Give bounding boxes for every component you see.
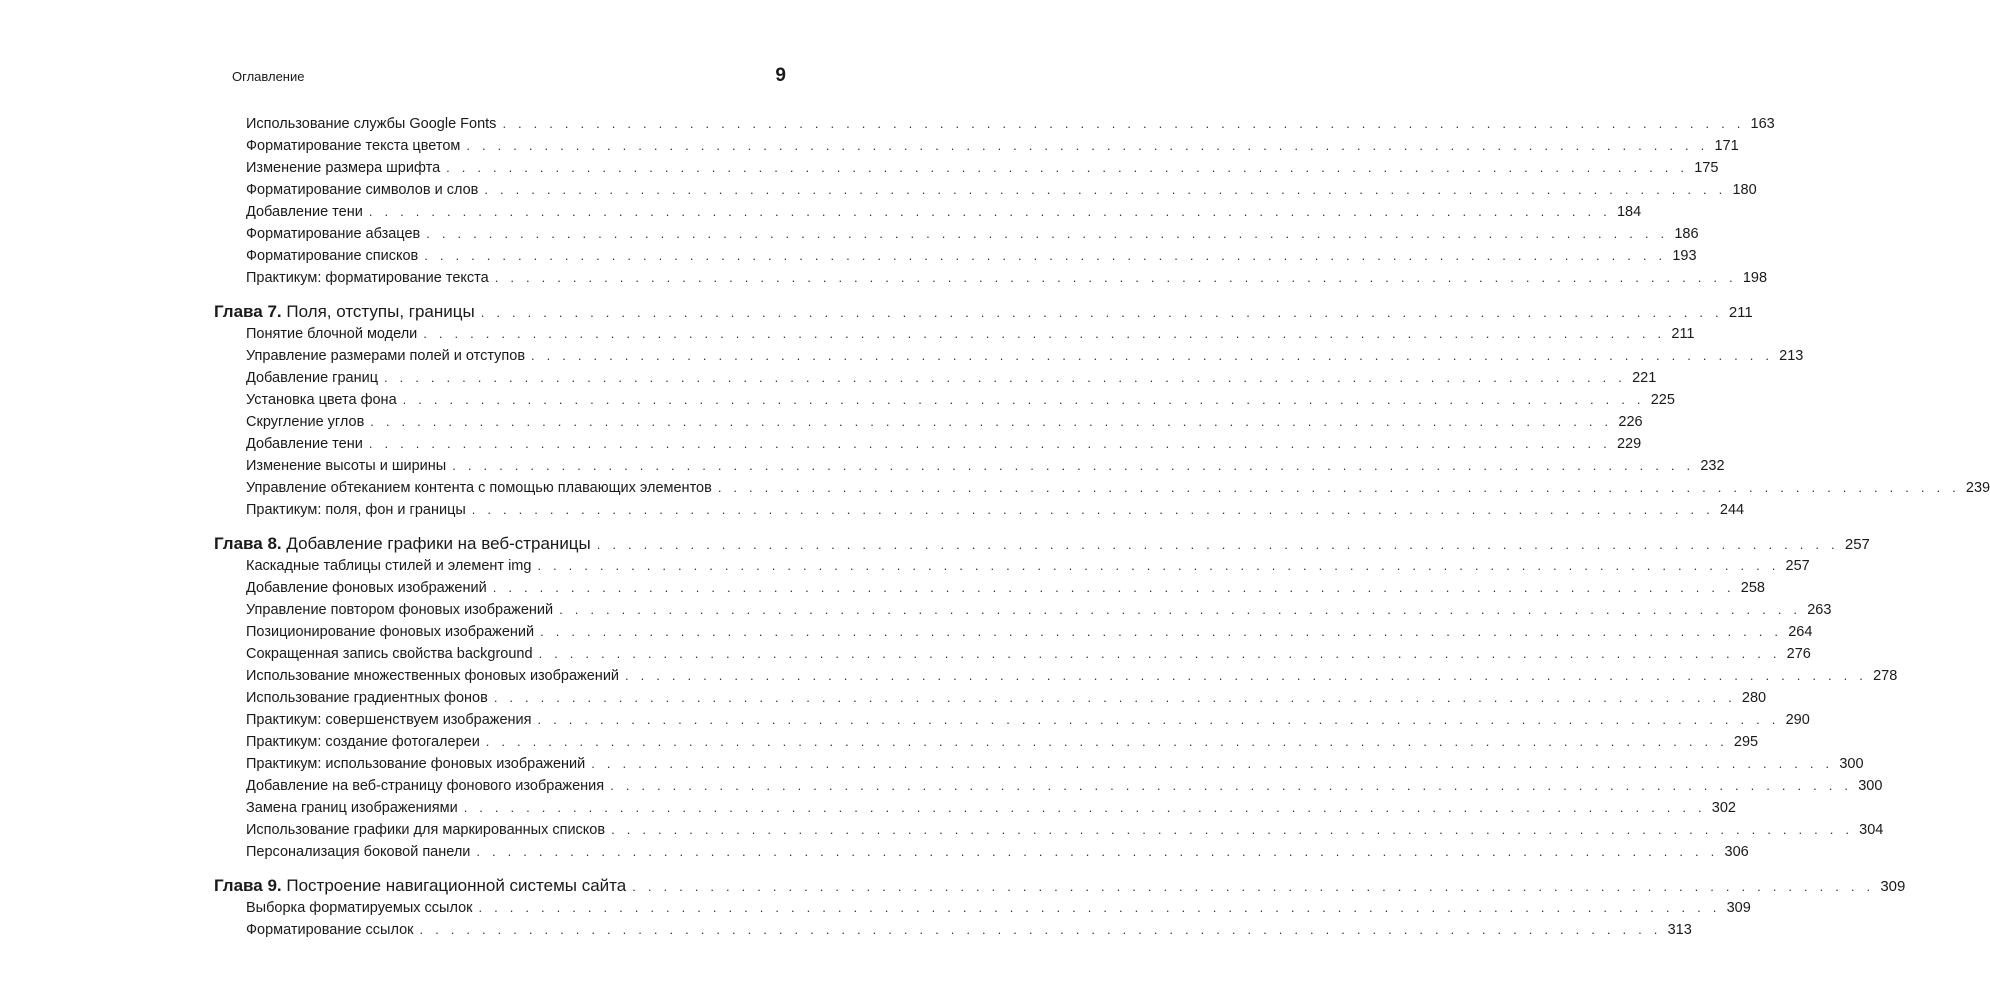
entry-title-text: Замена границ изображениями xyxy=(246,800,458,816)
toc-entry xyxy=(246,113,1775,135)
toc-entry xyxy=(246,621,1813,643)
toc-entry-page: 221 xyxy=(1632,370,1657,386)
entry-title-text: Понятие блочной модели xyxy=(246,326,418,342)
dot-leader: . . . . . . . . . . . . . . . . . . . . . . . . . . . . . . . . . . . . . . . . . . . . . . . . . . . . . . . . . . . . . . . . . . . . . . . . . . . . . . . . xyxy=(463,800,1706,815)
entry-title-text: Выборка форматируемых ссылок xyxy=(246,900,473,916)
toc-entry-page: 306 xyxy=(1724,844,1749,860)
entry-title-text: Практикум: форматирование текста xyxy=(246,270,489,286)
toc-entry-page: 309 xyxy=(1726,900,1751,916)
toc-entry-title xyxy=(246,245,418,267)
toc-entry-page: 300 xyxy=(1858,778,1883,794)
entry-title-text: Построение навигационной системы сайта xyxy=(286,876,627,895)
toc-entry-title xyxy=(246,897,472,919)
toc-entry xyxy=(246,267,1768,289)
entry-title-text: Управление обтеканием контента с помощью плавающих элементов xyxy=(246,480,712,496)
dot-leader: . . . . . . . . . . . . . . . . . . . . . . . . . . . . . . . . . . . . . . . . . . . . . . . . . . . . . . . . . . . . . . . . . . . . . . . . . . . . . . . . xyxy=(493,690,1736,705)
toc-entry xyxy=(246,245,1697,267)
toc-chapter xyxy=(214,301,1753,323)
toc-entry-title xyxy=(246,201,363,223)
dot-leader: . . . . . . . . . . . . . . . . . . . . . . . . . . . . . . . . . . . . . . . . . . . . . . . . . . . . . . . . . . . . . . . . . . . . . . . . . . . . . . . . xyxy=(485,734,1728,749)
toc-entry-title xyxy=(246,643,533,665)
entry-title-text: Использование графики для маркированных списков xyxy=(246,822,606,838)
toc-entry xyxy=(246,201,1642,223)
toc-entry xyxy=(246,455,1725,477)
entry-title-text: Добавление фоновых изображений xyxy=(246,580,487,596)
dot-leader: . . . . . . . . . . . . . . . . . . . . . . . . . . . . . . . . . . . . . . . . . . . . . . . . . . . . . . . . . . . . . . . . . . . . . . . . . . . . . . . . xyxy=(537,558,1780,573)
toc-chapter xyxy=(214,875,1906,897)
toc-entry-page: 263 xyxy=(1807,602,1832,618)
toc-entry xyxy=(246,157,1719,179)
toc-entry-title xyxy=(246,753,585,775)
entry-title-text: Форматирование списков xyxy=(246,248,419,264)
toc-entry xyxy=(246,643,1811,665)
toc-entry-page: 211 xyxy=(1671,326,1695,342)
toc-entry xyxy=(246,775,1883,797)
page-number: 9 xyxy=(775,65,786,86)
toc-entry xyxy=(246,919,1692,941)
dot-leader: . . . . . . . . . . . . . . . . . . . . . . . . . . . . . . . . . . . . . . . . . . . . . . . . . . . . . . . . . . . . . . . . . . . . . . . . . . . . . . . . xyxy=(466,138,1709,153)
dot-leader: . . . . . . . . . . . . . . . . . . . . . . . . . . . . . . . . . . . . . . . . . . . . . . . . . . . . . . . . . . . . . . . . . . . . . . . . . . . . . . . . xyxy=(492,580,1735,595)
entry-title-text: Форматирование текста цветом xyxy=(246,138,461,154)
entry-title-text: Позиционирование фоновых изображений xyxy=(246,624,535,640)
dot-leader: . . . . . . . . . . . . . . . . . . . . . . . . . . . . . . . . . . . . . . . . . . . . . . . . . . . . . . . . . . . . . . . . . . . . . . . . . . . . . . . . xyxy=(423,326,1666,341)
toc-entry-title xyxy=(246,841,470,863)
toc-entry-page: 258 xyxy=(1740,580,1765,596)
toc-entry-page: 184 xyxy=(1616,204,1642,220)
toc-entry xyxy=(246,731,1759,753)
toc-entry-title xyxy=(246,819,605,841)
toc-entry-title xyxy=(246,267,489,289)
entry-title-text: Использование градиентных фонов xyxy=(246,690,488,706)
entry-title-text: Изменение высоты и ширины xyxy=(246,458,447,474)
dot-leader: . . . . . . . . . . . . . . . . . . . . . . . . . . . . . . . . . . . . . . . . . . . . . . . . . . . . . . . . . . . . . . . . . . . . . . . . . . . . . . . . xyxy=(368,204,1611,219)
toc-entry xyxy=(246,599,1832,621)
dot-leader: . . . . . . . . . . . . . . . . . . . . . . . . . . . . . . . . . . . . . . . . . . . . . . . . . . . . . . . . . . . . . . . . . . . . . . . . . . . . . . . . xyxy=(494,270,1737,285)
toc-entry xyxy=(246,135,1739,157)
toc-entry xyxy=(246,753,1864,775)
toc-entry-page: 198 xyxy=(1742,270,1768,286)
toc-entry-page: 186 xyxy=(1674,226,1699,242)
toc-entry xyxy=(246,345,1804,367)
toc-entry-title xyxy=(246,665,619,687)
toc-entry-title xyxy=(246,687,488,709)
toc-entry xyxy=(246,709,1810,731)
toc-entry xyxy=(246,797,1736,819)
entry-title-text: Каскадные таблицы стилей и элемент img xyxy=(246,558,532,574)
dot-leader: . . . . . . . . . . . . . . . . . . . . . . . . . . . . . . . . . . . . . . . . . . . . . . . . . . . . . . . . . . . . . . . . . . . . . . . . . . . . . . . . xyxy=(480,305,1723,320)
toc-entry xyxy=(246,577,1765,599)
entry-title-text: Сокращенная запись свойства background xyxy=(246,646,533,662)
dot-leader: . . . . . . . . . . . . . . . . . . . . . . . . . . . . . . . . . . . . . . . . . . . . . . . . . . . . . . . . . . . . . . . . . . . . . . . . . . . . . . . . xyxy=(471,502,1714,517)
toc-entry-title xyxy=(246,223,420,245)
toc-entry xyxy=(246,323,1695,345)
toc-entry-page: 300 xyxy=(1839,756,1864,772)
entry-title-text: Использование службы Google Fonts xyxy=(246,116,497,132)
chapter-number: Глава 7. xyxy=(214,302,282,321)
dot-leader: . . . . . . . . . . . . . . . . . . . . . . . . . . . . . . . . . . . . . . . . . . . . . . . . . . . . . . . . . . . . . . . . . . . . . . . . . . . . . . . . xyxy=(502,116,1745,131)
entry-title-text: Установка цвета фона xyxy=(246,392,397,408)
toc-entry-title xyxy=(214,875,626,897)
toc-entry-page: 276 xyxy=(1786,646,1811,662)
dot-leader: . . . . . . . . . . . . . . . . . . . . . . . . . . . . . . . . . . . . . . . . . . . . . . . . . . . . . . . . . . . . . . . . . . . . . . . . . . . . . . . . xyxy=(424,248,1667,263)
toc-entry xyxy=(246,555,1810,577)
dot-leader: . . . . . . . . . . . . . . . . . . . . . . . . . . . . . . . . . . . . . . . . . . . . . . . . . . . . . . . . . . . . . . . . . . . . . . . . . . . . . . . . xyxy=(559,602,1802,617)
toc-entry-page: 309 xyxy=(1880,878,1906,895)
toc-entry-title xyxy=(246,577,487,599)
toc-entry-title xyxy=(246,919,414,941)
chapter-number: Глава 8. xyxy=(214,534,282,553)
entry-title-text: Скругление углов xyxy=(246,414,365,430)
toc-entry xyxy=(246,477,1990,499)
chapter-number: Глава 9. xyxy=(214,876,282,895)
dot-leader: . . . . . . . . . . . . . . . . . . . . . . . . . . . . . . . . . . . . . . . . . . . . . . . . . . . . . . . . . . . . . . . . . . . . . . . . . . . . . . . . xyxy=(538,646,1781,661)
toc-entry-title xyxy=(246,157,440,179)
toc-entry xyxy=(246,389,1675,411)
dot-leader: . . . . . . . . . . . . . . . . . . . . . . . . . . . . . . . . . . . . . . . . . . . . . . . . . . . . . . . . . . . . . . . . . . . . . . . . . . . . . . . . xyxy=(596,537,1839,552)
toc-entry-title xyxy=(214,533,591,555)
entry-title-text: Изменение размера шрифта xyxy=(246,160,441,176)
dot-leader: . . . . . . . . . . . . . . . . . . . . . . . . . . . . . . . . . . . . . . . . . . . . . . . . . . . . . . . . . . . . . . . . . . . . . . . . . . . . . . . . xyxy=(611,822,1854,837)
toc-entry-title xyxy=(214,301,475,323)
toc-entry-page: 232 xyxy=(1700,458,1725,474)
toc-entry xyxy=(246,367,1657,389)
entry-title-text: Практикум: поля, фон и границы xyxy=(246,502,466,518)
dot-leader: . . . . . . . . . . . . . . . . . . . . . . . . . . . . . . . . . . . . . . . . . . . . . . . . . . . . . . . . . . . . . . . . . . . . . . . . . . . . . . . . xyxy=(446,160,1689,175)
toc-entry-title xyxy=(246,499,466,521)
toc-entry-title xyxy=(246,599,553,621)
toc-entry xyxy=(246,687,1767,709)
toc-entry-title xyxy=(246,135,460,157)
toc-entry-page: 163 xyxy=(1750,116,1775,132)
entry-title-text: Практикум: совершенствуем изображения xyxy=(246,712,532,728)
dot-leader: . . . . . . . . . . . . . . . . . . . . . . . . . . . . . . . . . . . . . . . . . . . . . . . . . . . . . . . . . . . . . . . . . . . . . . . . . . . . . . . . xyxy=(368,436,1611,451)
toc-entry-page: 213 xyxy=(1779,348,1804,364)
toc-entry-page: 304 xyxy=(1859,822,1884,838)
toc-entry-title xyxy=(246,345,525,367)
entry-title-text: Форматирование символов и слов xyxy=(246,182,479,198)
entry-title-text: Форматирование ссылок xyxy=(246,922,414,938)
toc-entry-page: 171 xyxy=(1714,138,1739,154)
toc-entry-page: 193 xyxy=(1672,248,1697,264)
toc-entry-page: 302 xyxy=(1711,800,1736,816)
toc-entry-page: 257 xyxy=(1785,558,1810,574)
entry-title-text: Персонализация боковой панели xyxy=(246,844,471,860)
dot-leader: . . . . . . . . . . . . . . . . . . . . . . . . . . . . . . . . . . . . . . . . . . . . . . . . . . . . . . . . . . . . . . . . . . . . . . . . . . . . . . . . xyxy=(484,182,1727,197)
toc-entry-page: 244 xyxy=(1719,502,1745,518)
toc-entry xyxy=(246,411,1643,433)
dot-leader: . . . . . . . . . . . . . . . . . . . . . . . . . . . . . . . . . . . . . . . . . . . . . . . . . . . . . . . . . . . . . . . . . . . . . . . . . . . . . . . . xyxy=(625,668,1868,683)
entry-title-text: Добавление графики на веб-страницы xyxy=(286,534,591,553)
toc-entry-title xyxy=(246,367,378,389)
toc-entry-page: 257 xyxy=(1844,536,1870,553)
toc-entry-page: 225 xyxy=(1650,392,1675,408)
toc-entry xyxy=(246,223,1699,245)
toc-chapter xyxy=(214,533,1870,555)
dot-leader: . . . . . . . . . . . . . . . . . . . . . . . . . . . . . . . . . . . . . . . . . . . . . . . . . . . . . . . . . . . . . . . . . . . . . . . . . . . . . . . . xyxy=(610,778,1853,793)
toc-entry-page: 226 xyxy=(1618,414,1643,430)
entry-title-text: Практикум: использование фоновых изображений xyxy=(246,756,586,772)
entry-title-text: Форматирование абзацев xyxy=(246,226,421,242)
toc-entry-page: 280 xyxy=(1741,690,1767,706)
dot-leader: . . . . . . . . . . . . . . . . . . . . . . . . . . . . . . . . . . . . . . . . . . . . . . . . . . . . . . . . . . . . . . . . . . . . . . . . . . . . . . . . xyxy=(426,226,1669,241)
toc-entry-page: 290 xyxy=(1785,712,1810,728)
dot-leader: . . . . . . . . . . . . . . . . . . . . . . . . . . . . . . . . . . . . . . . . . . . . . . . . . . . . . . . . . . . . . . . . . . . . . . . . . . . . . . . . xyxy=(540,624,1783,639)
dot-leader: . . . . . . . . . . . . . . . . . . . . . . . . . . . . . . . . . . . . . . . . . . . . . . . . . . . . . . . . . . . . . . . . . . . . . . . . . . . . . . . . xyxy=(531,348,1774,363)
toc-entry-page: 239 xyxy=(1965,480,1990,496)
dot-leader: . . . . . . . . . . . . . . . . . . . . . . . . . . . . . . . . . . . . . . . . . . . . . . . . . . . . . . . . . . . . . . . . . . . . . . . . . . . . . . . . xyxy=(717,480,1960,495)
toc-entry xyxy=(246,433,1642,455)
toc-entry xyxy=(246,179,1757,201)
entry-title-text: Управление размерами полей и отступов xyxy=(246,348,526,364)
toc-entry-page: 175 xyxy=(1694,160,1719,176)
toc-entry-title xyxy=(246,797,458,819)
toc-entry-page: 313 xyxy=(1667,922,1692,938)
toc-entry-page: 211 xyxy=(1728,304,1753,321)
toc-entry-title xyxy=(246,709,532,731)
toc-entry-title xyxy=(246,389,397,411)
toc-entry-title xyxy=(246,433,363,455)
toc-entry-page: 180 xyxy=(1732,182,1757,198)
toc-entry xyxy=(246,819,1884,841)
entry-title-text: Добавление границ xyxy=(246,370,379,386)
toc-entry-page: 229 xyxy=(1616,436,1642,452)
dot-leader: . . . . . . . . . . . . . . . . . . . . . . . . . . . . . . . . . . . . . . . . . . . . . . . . . . . . . . . . . . . . . . . . . . . . . . . . . . . . . . . . xyxy=(452,458,1695,473)
running-head xyxy=(232,64,786,88)
dot-leader: . . . . . . . . . . . . . . . . . . . . . . . . . . . . . . . . . . . . . . . . . . . . . . . . . . . . . . . . . . . . . . . . . . . . . . . . . . . . . . . . xyxy=(591,756,1834,771)
dot-leader: . . . . . . . . . . . . . . . . . . . . . . . . . . . . . . . . . . . . . . . . . . . . . . . . . . . . . . . . . . . . . . . . . . . . . . . . . . . . . . . . xyxy=(478,900,1721,915)
dot-leader: . . . . . . . . . . . . . . . . . . . . . . . . . . . . . . . . . . . . . . . . . . . . . . . . . . . . . . . . . . . . . . . . . . . . . . . . . . . . . . . . xyxy=(632,879,1875,894)
entry-title-text: Добавление тени xyxy=(246,436,363,452)
dot-leader: . . . . . . . . . . . . . . . . . . . . . . . . . . . . . . . . . . . . . . . . . . . . . . . . . . . . . . . . . . . . . . . . . . . . . . . . . . . . . . . . xyxy=(476,844,1719,859)
toc-entry xyxy=(246,897,1751,919)
toc-entry-page: 264 xyxy=(1788,624,1813,640)
entry-title-text: Управление повтором фоновых изображений xyxy=(246,602,554,618)
toc-entry-title xyxy=(246,179,478,201)
dot-leader: . . . . . . . . . . . . . . . . . . . . . . . . . . . . . . . . . . . . . . . . . . . . . . . . . . . . . . . . . . . . . . . . . . . . . . . . . . . . . . . . xyxy=(384,370,1627,385)
toc-entry-title xyxy=(246,411,364,433)
dot-leader: . . . . . . . . . . . . . . . . . . . . . . . . . . . . . . . . . . . . . . . . . . . . . . . . . . . . . . . . . . . . . . . . . . . . . . . . . . . . . . . . xyxy=(370,414,1613,429)
entry-title-text: Поля, отступы, границы xyxy=(286,302,475,321)
toc-entry-title xyxy=(246,621,534,643)
entry-title-text: Практикум: создание фотогалереи xyxy=(246,734,480,750)
toc-entry-title xyxy=(246,555,531,577)
entry-title-text: Использование множественных фоновых изображений xyxy=(246,668,620,684)
toc-entry xyxy=(246,499,1745,521)
dot-leader: . . . . . . . . . . . . . . . . . . . . . . . . . . . . . . . . . . . . . . . . . . . . . . . . . . . . . . . . . . . . . . . . . . . . . . . . . . . . . . . . xyxy=(419,922,1662,937)
entry-title-text: Добавление на веб-страницу фонового изображения xyxy=(246,778,605,794)
toc-entry-title xyxy=(246,477,712,499)
toc-entry-title xyxy=(246,731,480,753)
toc-entry xyxy=(246,665,1898,687)
dot-leader: . . . . . . . . . . . . . . . . . . . . . . . . . . . . . . . . . . . . . . . . . . . . . . . . . . . . . . . . . . . . . . . . . . . . . . . . . . . . . . . . xyxy=(402,392,1645,407)
dot-leader: . . . . . . . . . . . . . . . . . . . . . . . . . . . . . . . . . . . . . . . . . . . . . . . . . . . . . . . . . . . . . . . . . . . . . . . . . . . . . . . . xyxy=(537,712,1780,727)
toc-entry-title xyxy=(246,455,446,477)
toc-entry-title xyxy=(246,775,604,797)
entry-title-text: Добавление тени xyxy=(246,204,363,220)
toc-entry xyxy=(246,841,1749,863)
toc-entry-page: 295 xyxy=(1733,734,1759,750)
toc-entry-title xyxy=(246,323,417,345)
toc-entry-title xyxy=(246,113,496,135)
running-title: Оглавление xyxy=(232,68,305,84)
toc-entry-page: 278 xyxy=(1873,668,1898,684)
